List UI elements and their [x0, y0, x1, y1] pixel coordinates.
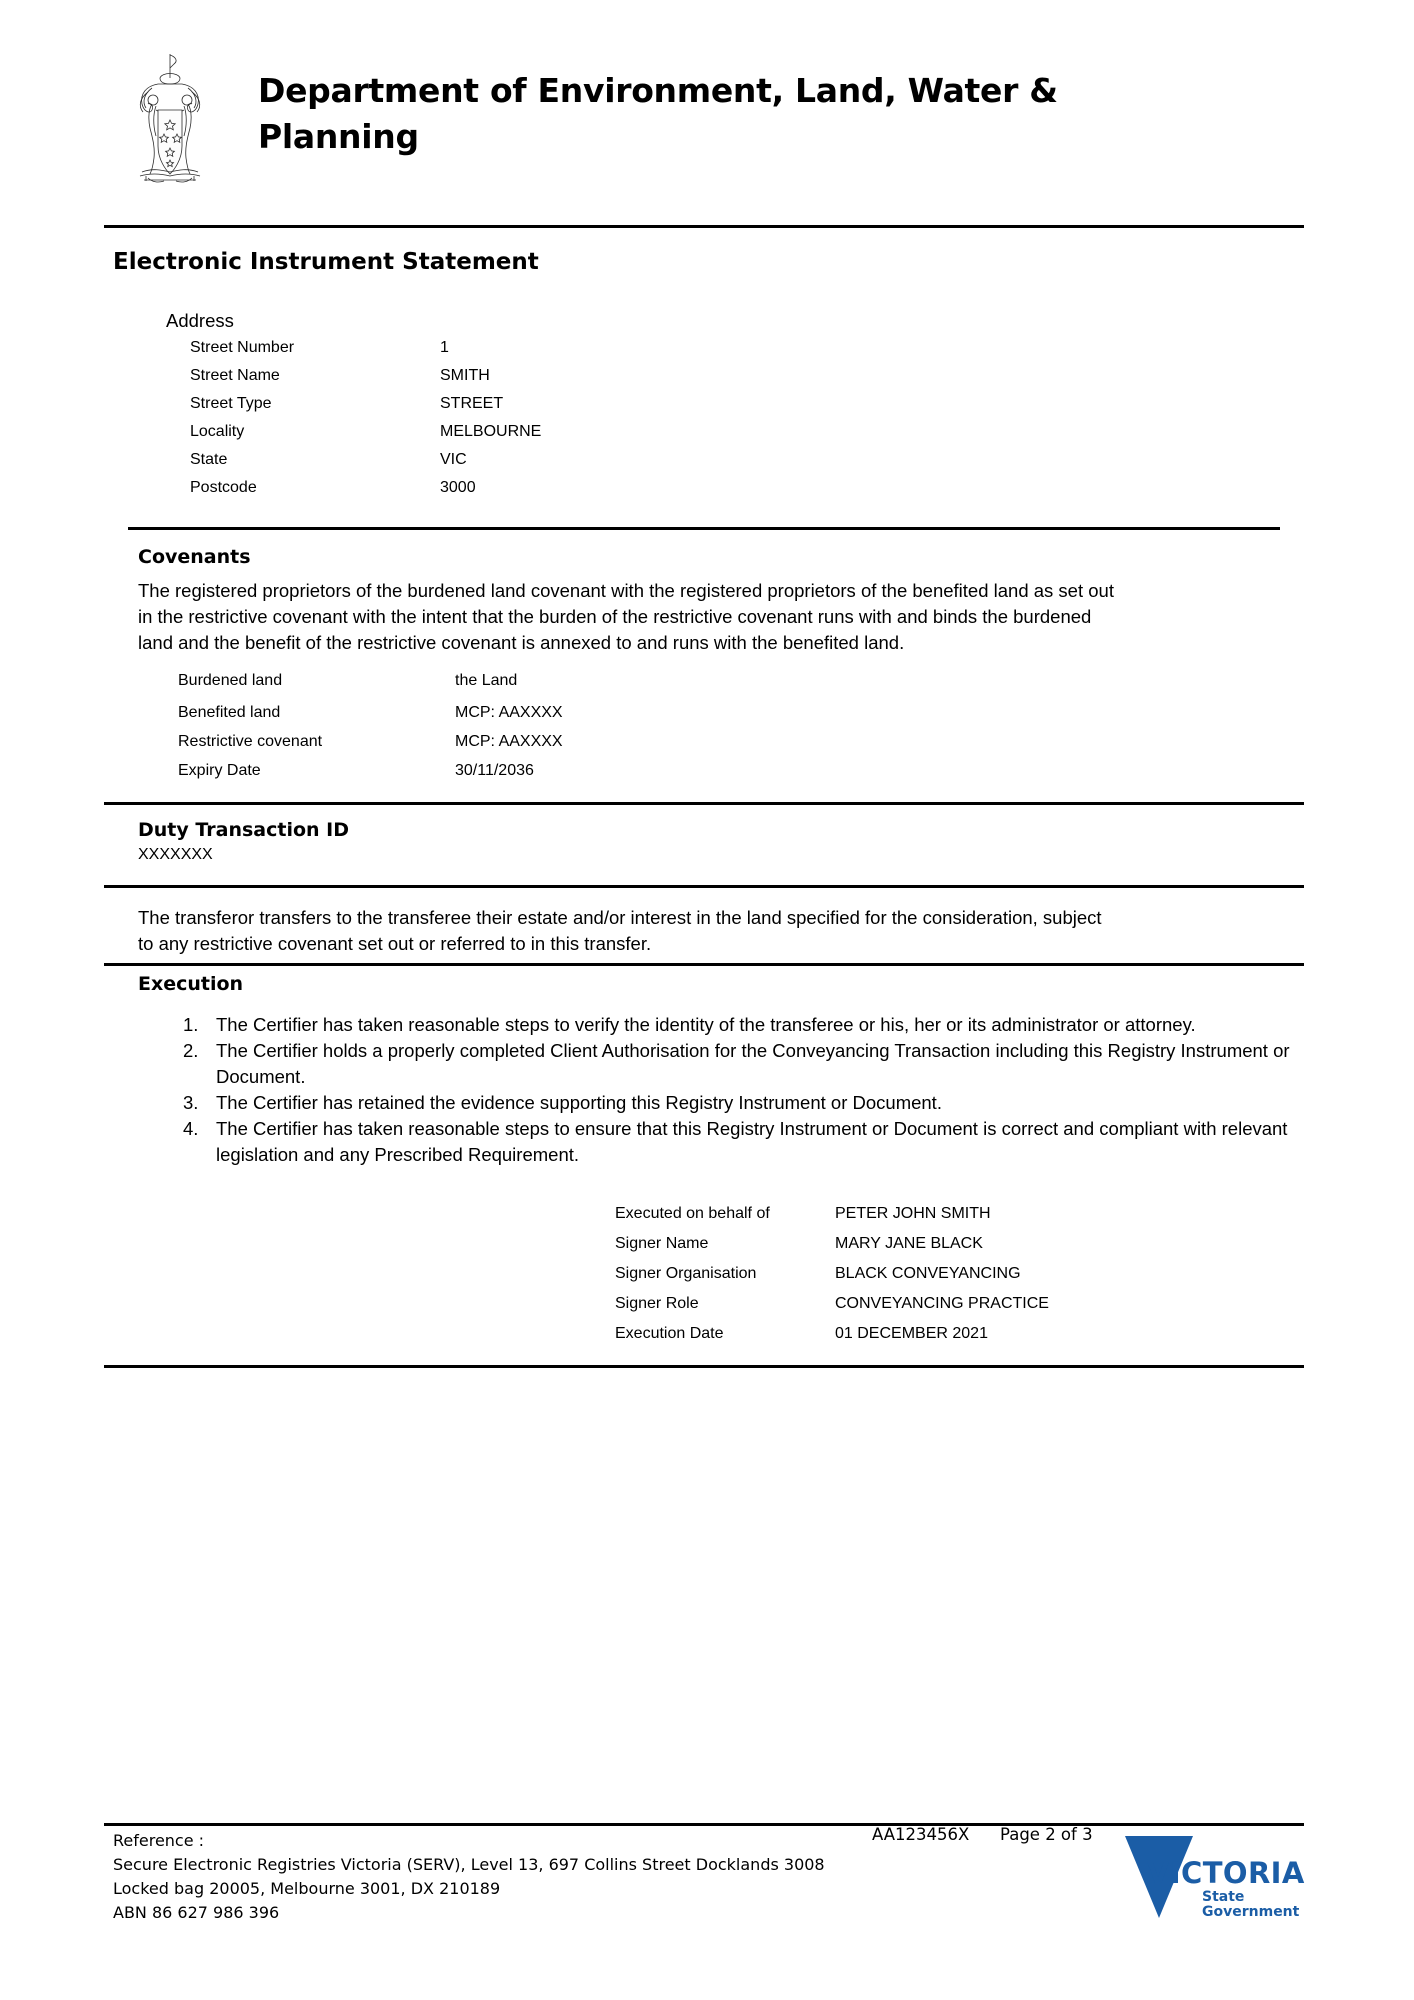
execution-label-signer-organisation: Signer Organisation — [615, 1265, 757, 1282]
victoria-wordmark: VICTORIA — [1147, 1856, 1305, 1890]
address-label-street-number: Street Number — [190, 339, 295, 356]
execution-label-execution-date: Execution Date — [615, 1325, 724, 1342]
execution-label-executed-on-behalf-of: Executed on behalf of — [615, 1205, 770, 1222]
covenant-value-benefited-land: MCP: AAXXXX — [455, 704, 563, 721]
transfer-statement-divider — [104, 963, 1304, 966]
list-item — [183, 1038, 1303, 1090]
address-value-locality: MELBOURNE — [440, 423, 542, 440]
victoria-sublabel — [1202, 1890, 1299, 1920]
list-item-number: 4. — [183, 1118, 199, 1139]
duty-transaction-heading: Duty Transaction ID — [138, 819, 349, 841]
dealing-number: AA123456X — [872, 1825, 970, 1844]
page-number: Page 2 of 3 — [1000, 1825, 1093, 1844]
execution-label-signer-role: Signer Role — [615, 1295, 699, 1312]
address-label-street-type: Street Type — [190, 395, 272, 412]
covenant-label-burdened-land: Burdened land — [178, 672, 283, 689]
covenant-label-benefited-land: Benefited land — [178, 704, 281, 721]
covenant-value-burdened-land: the Land — [455, 672, 518, 689]
footer-abn: ABN 86 627 986 396 — [113, 1903, 280, 1922]
execution-value-executed-on-behalf-of: PETER JOHN SMITH — [835, 1205, 991, 1222]
covenants-section-divider — [104, 802, 1304, 805]
address-label-street-name: Street Name — [190, 367, 280, 384]
execution-value-execution-date: 01 DECEMBER 2021 — [835, 1325, 988, 1342]
covenant-label-expiry-date: Expiry Date — [178, 762, 261, 779]
page-header — [0, 0, 1414, 225]
execution-section-divider — [104, 1365, 1304, 1368]
covenants-heading: Covenants — [138, 546, 251, 568]
execution-heading: Execution — [138, 973, 244, 995]
victoria-state-government-logo — [1125, 1828, 1305, 1924]
address-heading: Address — [166, 310, 234, 331]
covenant-label-restrictive-covenant: Restrictive covenant — [178, 733, 323, 750]
address-value-street-number: 1 — [440, 339, 449, 356]
duty-section-divider — [104, 885, 1304, 888]
covenant-value-restrictive-covenant: MCP: AAXXXX — [455, 733, 563, 750]
address-value-street-name: SMITH — [440, 367, 490, 384]
victoria-sublabel-line-1: State — [1202, 1889, 1245, 1905]
address-value-postcode: 3000 — [440, 479, 476, 496]
page-title: Electronic Instrument Statement — [113, 249, 539, 276]
address-value-state: VIC — [440, 451, 467, 468]
address-label-postcode: Postcode — [190, 479, 257, 496]
transfer-statement-line-2: to any restrictive covenant set out or referred to in this transfer. — [138, 933, 652, 954]
list-item — [183, 1090, 1303, 1116]
transfer-statement-line-1: The transferor transfers to the transferee their estate and/or interest in the land specified for the consideration, subject — [138, 907, 1102, 928]
execution-value-signer-organisation: BLACK CONVEYANCING — [835, 1265, 1021, 1282]
execution-certifier-list — [183, 1012, 1303, 1168]
header-divider — [104, 225, 1304, 228]
footer-reference-block — [113, 1829, 825, 1925]
victoria-sublabel-line-2: Government — [1202, 1904, 1300, 1920]
covenants-paragraph-line-1: The registered proprietors of the burdened land covenant with the registered proprietors of the benefited land as set out — [138, 580, 1114, 601]
covenants-paragraph-line-2: in the restrictive covenant with the intent that the burden of the restrictive covenant runs with and binds the burdened — [138, 606, 1092, 627]
address-label-state: State — [190, 451, 228, 468]
list-item-text: The Certifier has retained the evidence supporting this Registry Instrument or Document. — [216, 1092, 942, 1113]
victoria-coat-of-arms-icon — [122, 48, 218, 188]
covenant-value-expiry-date: 30/11/2036 — [455, 762, 534, 779]
footer-address-line-2: Locked bag 20005, Melbourne 3001, DX 210189 — [113, 1879, 501, 1898]
list-item — [183, 1012, 1303, 1038]
execution-value-signer-role: CONVEYANCING PRACTICE — [835, 1295, 1049, 1312]
execution-label-signer-name: Signer Name — [615, 1235, 709, 1252]
list-item-text: The Certifier has taken reasonable steps to verify the identity of the transferee or his, her or its administrator or attorney. — [216, 1014, 1196, 1035]
footer-divider — [104, 1823, 1304, 1826]
list-item-number: 3. — [183, 1092, 199, 1113]
department-title: Department of Environment, Land, Water & Planning — [258, 71, 1058, 156]
list-item-number: 1. — [183, 1014, 199, 1035]
list-item-text: The Certifier holds a properly completed Client Authorisation for the Conveyancing Transaction including this Registry Instrument or Document. — [216, 1040, 1290, 1087]
address-value-street-type: STREET — [440, 395, 504, 412]
address-section-divider — [128, 527, 1280, 530]
execution-value-signer-name: MARY JANE BLACK — [835, 1235, 983, 1252]
list-item-number: 2. — [183, 1040, 199, 1061]
duty-transaction-value: XXXXXXX — [138, 846, 213, 863]
address-label-locality: Locality — [190, 423, 245, 440]
list-item-text: The Certifier has taken reasonable steps to ensure that this Registry Instrument or Document is correct and compliant with relevant legislation and any Prescribed Requirement. — [216, 1118, 1288, 1165]
footer-address-line-1: Secure Electronic Registries Victoria (SERV), Level 13, 697 Collins Street Docklands 3008 — [113, 1855, 825, 1874]
covenants-paragraph-line-3: land and the benefit of the restrictive covenant is annexed to and runs with the benefited land. — [138, 632, 905, 653]
footer-reference-label: Reference : — [113, 1831, 205, 1850]
list-item — [183, 1116, 1303, 1168]
